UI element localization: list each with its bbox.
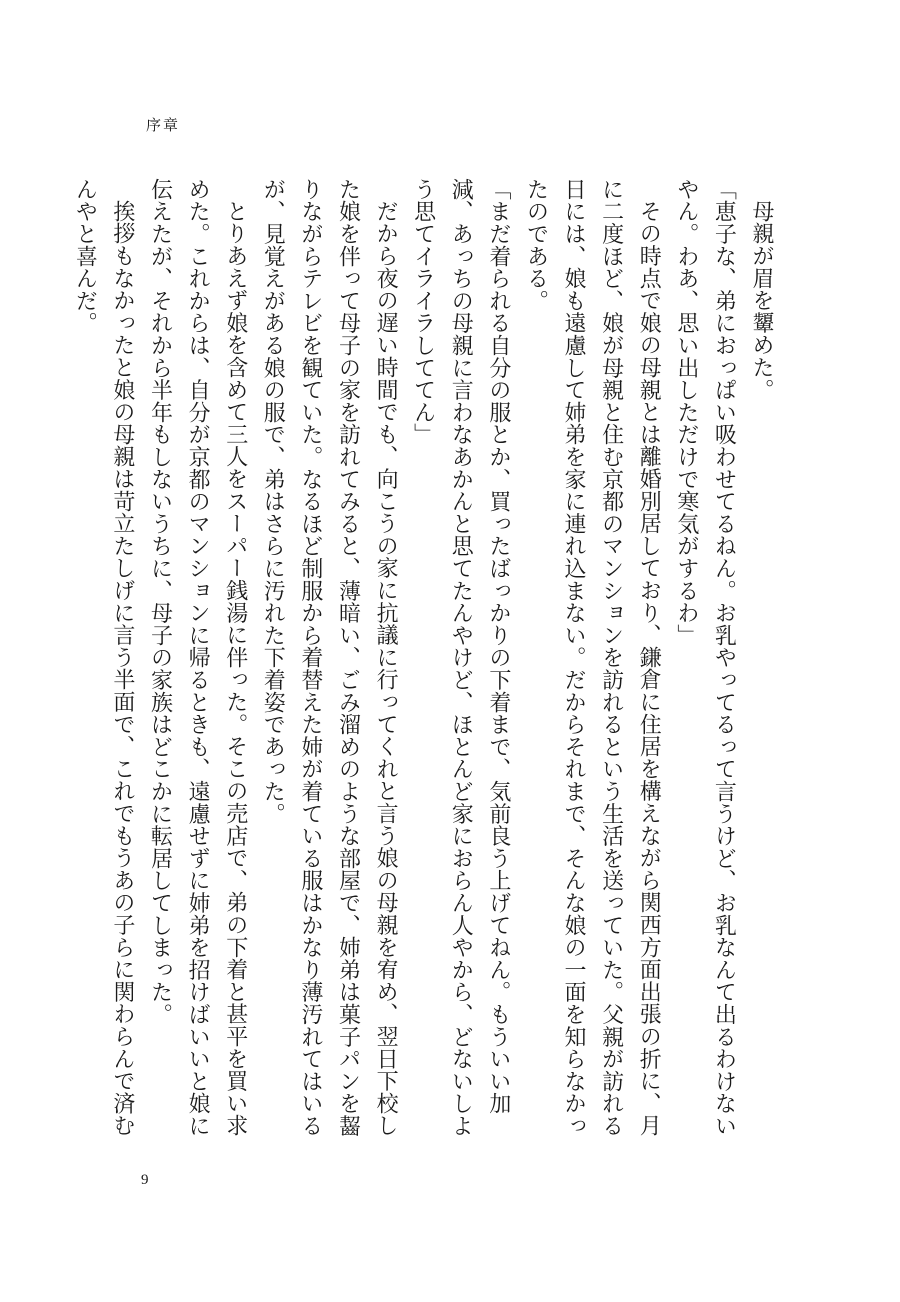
paragraph: 挨拶もなかったと娘の母親は苛立たしげに言う半面で、これでもうあの子らに関わらんで済むんやと喜んだ。 — [72, 178, 135, 1137]
paragraph: とりあえず娘を含めて三人をスーパー銭湯に伴った。そこの売店で、弟の下着と甚平を買い求めた。これからは、自分が京都のマンションに帰るときも、遠慮せずに姉弟を招けばいいと娘に伝えたが、それから半年もしないうちに、母子の家族はどこかに転居してしまった。 — [147, 178, 248, 1137]
paragraph: だから夜の遅い時間でも、向こうの家に抗議に行ってくれと言う娘の母親を宥め、翌日下校した娘を伴って母子の家を訪れてみると、薄暗い、ごみ溜めのような部屋で、姉弟は菓子パンを齧りながらテレビを観ていた。なるほど制服から着替えた姉が着ている服はかなり薄汚れてはいるが、見覚えがある娘の服で、弟はさらに汚れた下着姿であった。 — [260, 178, 399, 1137]
paragraph: その時点で娘の母親とは離婚別居しており、鎌倉に住居を構えながら関西方面出張の折に、月に二度ほど、娘が母親と住む京都のマンションを訪れるという生活を送っていた。父親が訪れる日には、娘も遠慮して姉弟を家に連れ込まない。だからそれまで、そんな娘の一面を知らなかったのである。 — [523, 178, 662, 1137]
paragraph: 「恵子な、弟におっぱい吸わせてるねん。お乳やってるって言うけど、お乳なんて出るわけないやん。わあ、思い出しただけで寒気がするわ」 — [673, 178, 737, 1137]
paragraph: 「まだ着られる自分の服とか、買ったばっかりの下着まで、気前良う上げてねん。もういい加減、あっちの母親に言わなあかんと思てたんやけど、ほとんど家におらん人やから、どないしよう思てイライラしててん」 — [410, 178, 511, 1137]
chapter-title: 序章 — [146, 116, 181, 134]
body-text — [72, 178, 780, 1158]
paragraph: 母親が眉を顰めた。 — [749, 200, 774, 401]
page-number: 9 — [141, 1172, 149, 1188]
